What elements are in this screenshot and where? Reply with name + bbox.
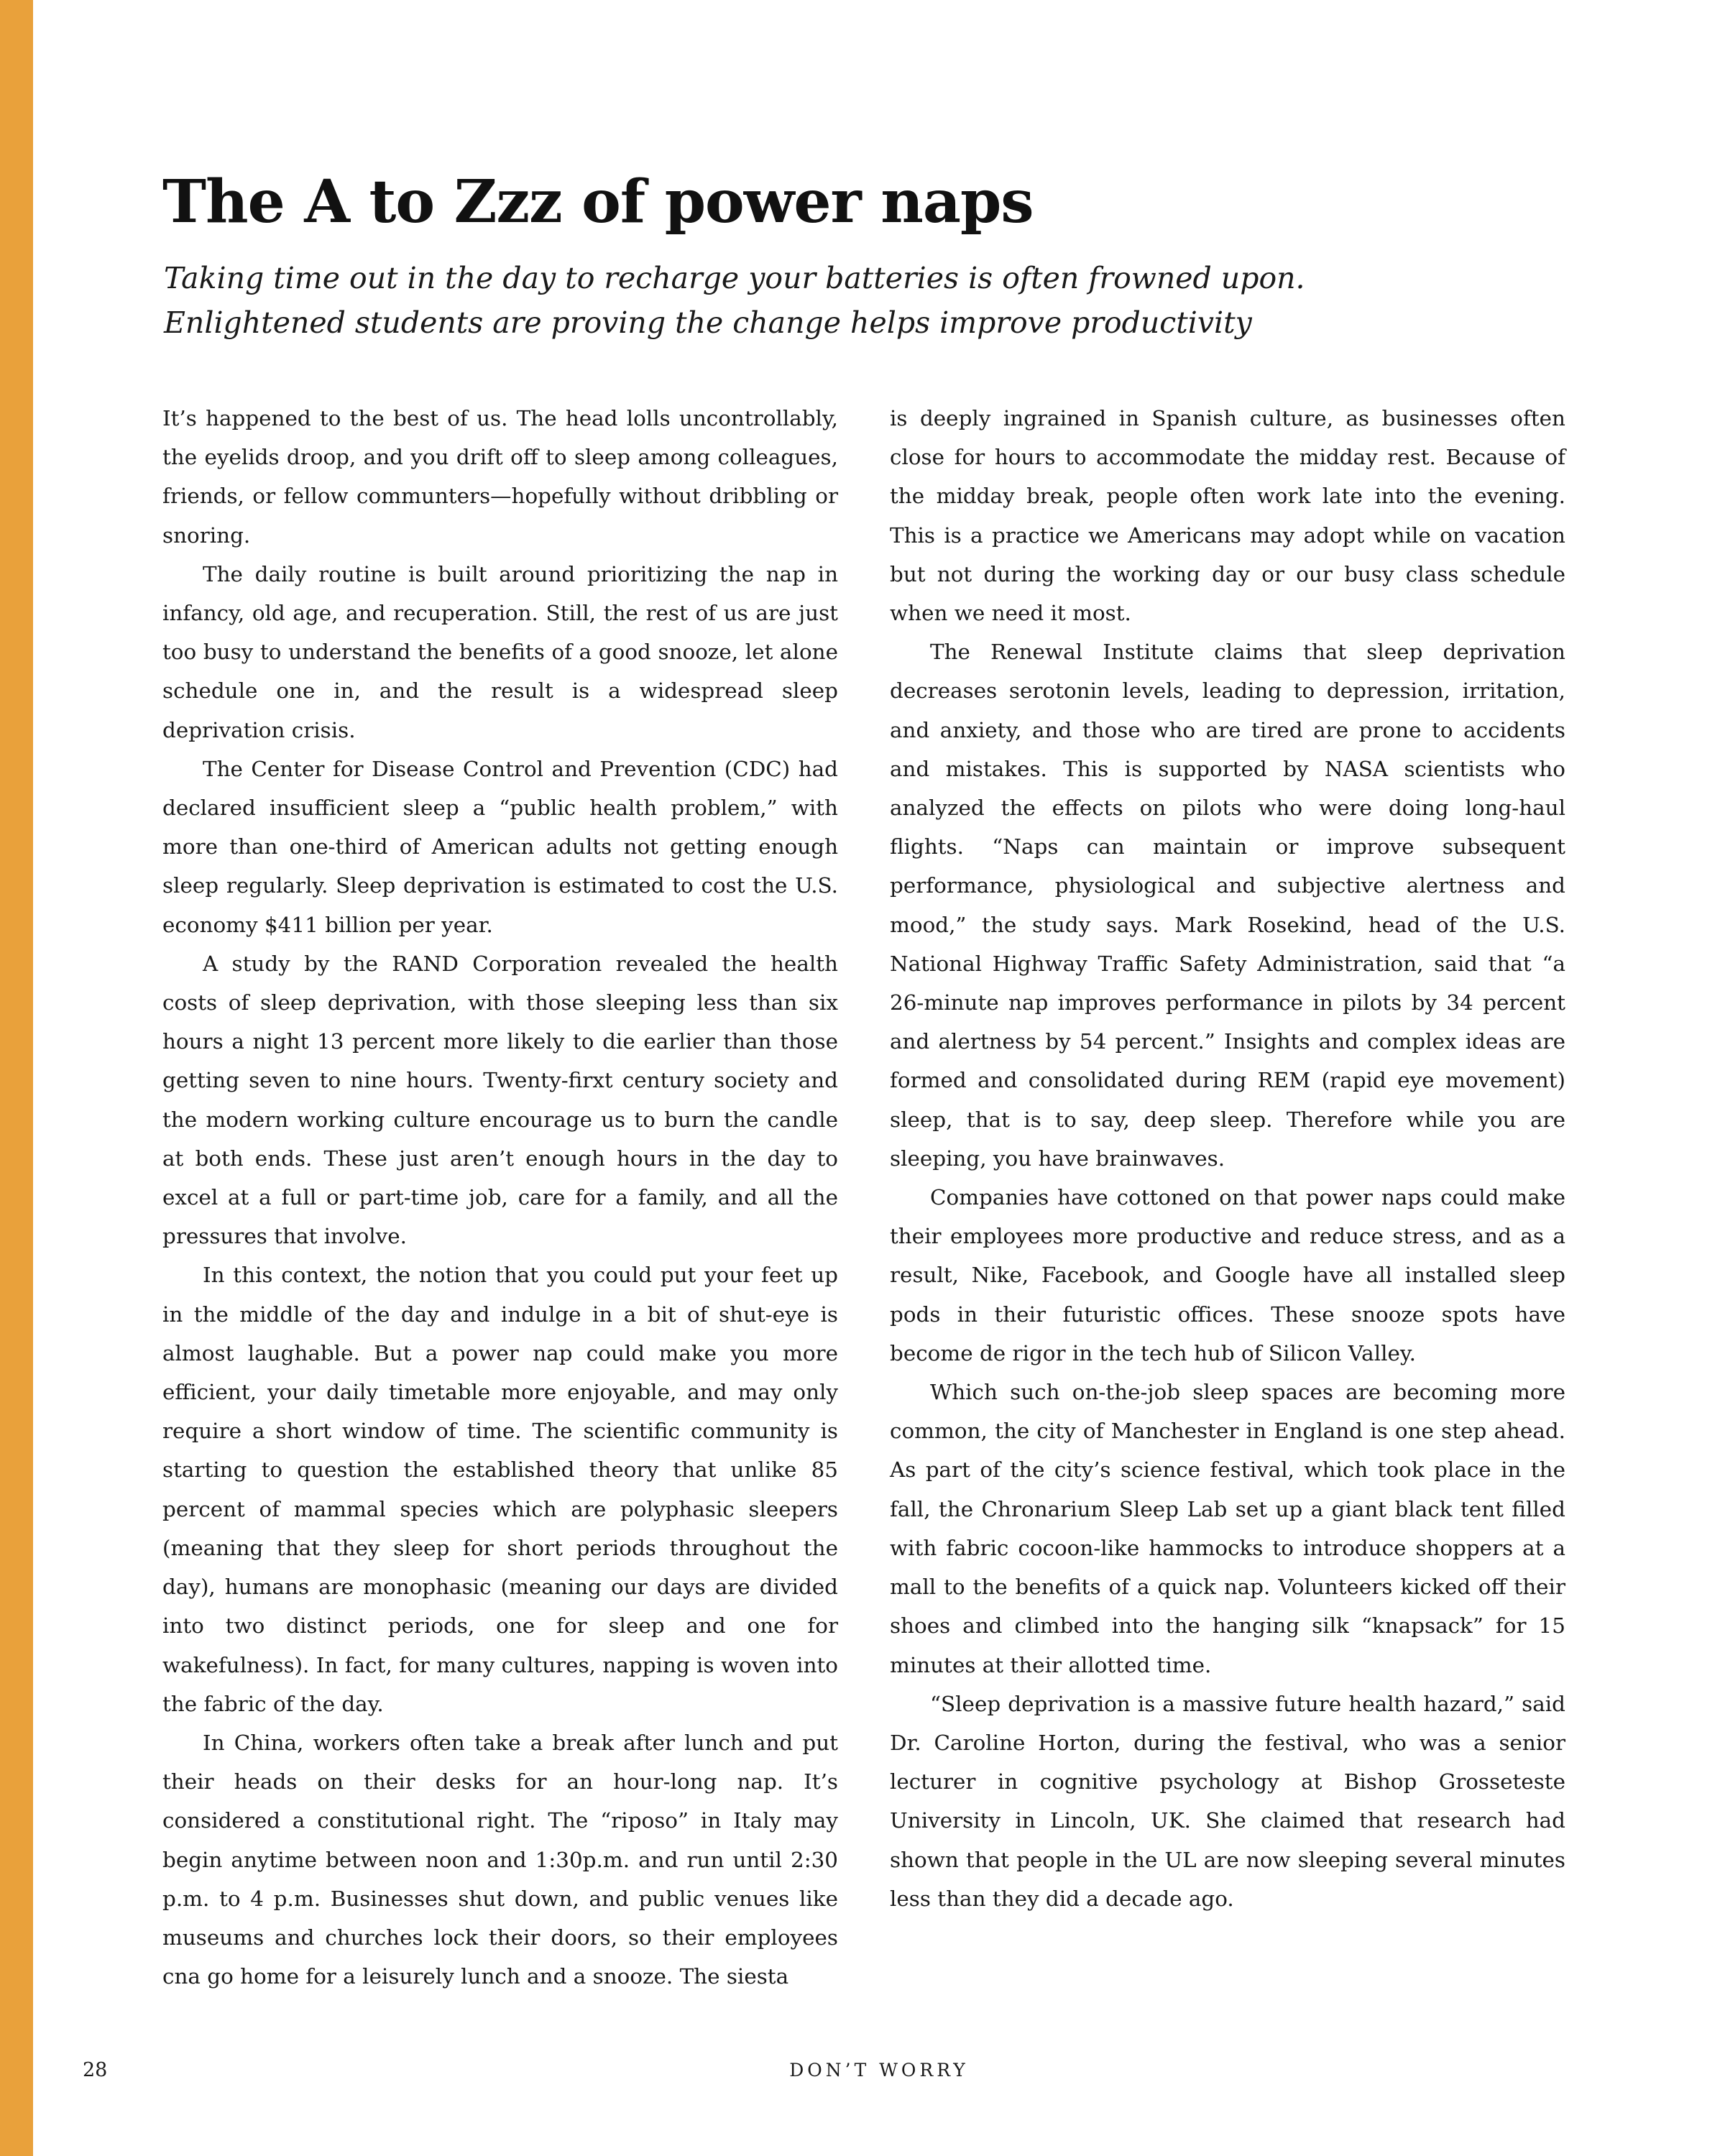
body-paragraph: In this context, the notion that you could put your feet up in the middle of the day and indulge in a bit of shut-eye is almost laughable. But a power nap could make you more efficient, your daily timetable more enjoyable, and may only require a short window of time. The scientific community is starting to question the established theory that unlike 85 percent of mammal species which are polyphasic sleepers (meaning that they sleep for short periods throughout the day), humans are monophasic (meaning our days are divided into two distinct periods, one for sleep and one for wakefulness). In fact, for many cultures, napping is woven into the fabric of the day.: [162, 1263, 838, 1716]
running-footer-title: DON’T WORRY: [789, 2060, 969, 2081]
article-title: The A to Zzz of power naps: [162, 167, 1034, 236]
deck-line: Taking time out in the day to recharge your batteries is often frowned upon.: [164, 261, 1305, 295]
body-paragraph: Companies have cottoned on that power naps could make their employees more productive and reduce stress, and as a result, Nike, Facebook, and Google have all installed sleep pods in their futuristic offices. These snooze spots have become de rigor in the tech hub of Silicon Valley.: [890, 1185, 1565, 1365]
body-paragraph: A study by the RAND Corporation revealed the health costs of sleep deprivation, with those sleeping less than six hours a night 13 percent more likely to die earlier than those getting seven to nine hours. Twenty-firxt century society and the modern working culture encourage us to burn the candle at both ends. These just aren’t enough hours in the day to excel at a full or part-time job, care for a family, and all the pressures that involve.: [162, 951, 838, 1249]
body-paragraph: It’s happened to the best of us. The head lolls uncontrollably, the eyelids droop, and you drift off to sleep among colleagues, friends, or fellow communters—hopefully without dribbling or snoring.: [162, 406, 838, 548]
body-paragraph: is deeply ingrained in Spanish culture, as businesses often close for hours to accommodate the midday rest. Because of the midday break, people often work late into the evening. This is a practice we Americans may adopt while on vacation but not during the working day or our busy class schedule when we need it most.: [890, 406, 1565, 626]
article-deck: [164, 256, 1601, 345]
page-number: 28: [83, 2059, 108, 2081]
body-paragraph: The Center for Disease Control and Prevention (CDC) had declared insufficient sleep a “public health problem,” with more than one-third of American adults not getting enough sleep regularly. Sleep deprivation is estimated to cost the U.S. economy $411 billion per year.: [162, 756, 838, 937]
accent-bar: [0, 0, 33, 2156]
body-column-left: [162, 399, 838, 1996]
body-paragraph: Which such on-the-job sleep spaces are becoming more common, the city of Manchester in England is one step ahead. As part of the city’s science festival, which took place in the fall, the Chronarium Sleep Lab set up a giant black tent filled with fabric cocoon-like hammocks to introduce shoppers at a mall to the benefits of a quick nap. Volunteers kicked off their shoes and climbed into the hanging silk “knapsack” for 15 minutes at their allotted time.: [890, 1380, 1565, 1677]
body-column-right: [890, 399, 1565, 1918]
deck-line: Enlightened students are proving the change helps improve productivity: [164, 305, 1252, 340]
body-paragraph: The Renewal Institute claims that sleep deprivation decreases serotonin levels, leading to depression, irritation, and anxiety, and those who are tired are prone to accidents and mistakes. This is supported by NASA scientists who analyzed the effects on pilots who were doing long-haul flights. “Naps can maintain or improve subsequent performance, physiological and subjective alertness and mood,” the study says. Mark Rosekind, head of the U.S. National Highway Traffic Safety Administration, said that “a 26-minute nap improves performance in pilots by 34 percent and alertness by 54 percent.” Insights and complex ideas are formed and consolidated during REM (rapid eye movement) sleep, that is to say, deep sleep. Therefore while you are sleeping, you have brainwaves.: [890, 640, 1565, 1171]
body-paragraph: In China, workers often take a break after lunch and put their heads on their desks for an hour-long nap. It’s considered a constitutional right. The “riposo” in Italy may begin anytime between noon and 1:30p.m. and run until 2:30 p.m. to 4 p.m. Businesses shut down, and public venues like museums and churches lock their doors, so their employees cna go home for a leisurely lunch and a snooze. The siesta: [162, 1730, 838, 1989]
body-paragraph: “Sleep deprivation is a massive future health hazard,” said Dr. Caroline Horton, during the festival, who was a senior lecturer in cognitive psychology at Bishop Grosseteste University in Lincoln, UK. She claimed that research had shown that people in the UL are now sleeping several minutes less than they did a decade ago.: [890, 1691, 1565, 1911]
body-paragraph: The daily routine is built around prioritizing the nap in infancy, old age, and recuperation. Still, the rest of us are just too busy to understand the benefits of a good snooze, let alone schedule one in, and the result is a widespread sleep deprivation crisis.: [162, 561, 838, 742]
